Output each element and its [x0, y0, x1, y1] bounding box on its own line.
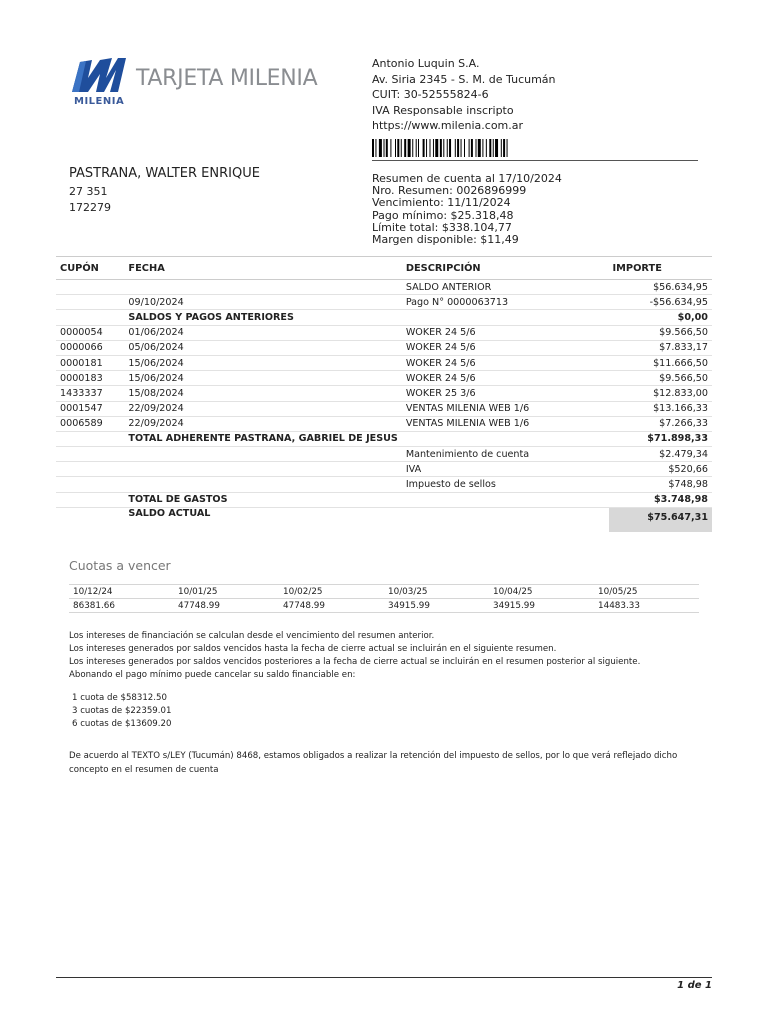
- cell-descripcion: SALDO ANTERIOR: [402, 280, 609, 295]
- statement-summary: [372, 173, 562, 246]
- cuota-date: 10/02/25: [279, 585, 384, 599]
- cell-importe: $7.833,17: [609, 340, 712, 355]
- summary-due-date: Vencimiento: 11/11/2024: [372, 196, 511, 210]
- cell-fecha: 09/10/2024: [124, 295, 401, 310]
- note-line: Los intereses de financiación se calculan desde el vencimiento del resumen anterior.: [69, 631, 435, 641]
- cell-cupon: 0006589: [56, 416, 124, 431]
- cell-cupon: [56, 477, 124, 492]
- cuota-amount: 14483.33: [594, 599, 699, 613]
- cell-cupon: 0001547: [56, 401, 124, 416]
- table-row: [56, 295, 712, 310]
- cell-cupon: [56, 431, 124, 446]
- brand-sub: MILENIA: [74, 96, 125, 107]
- table-row: [56, 462, 712, 477]
- cell-fecha: [124, 280, 401, 295]
- cell-descripcion: WOKER 25 3/6: [402, 386, 609, 401]
- cell-descripcion: WOKER 24 5/6: [402, 340, 609, 355]
- cuota-amount: 86381.66: [69, 599, 174, 613]
- footer-divider: [56, 977, 712, 978]
- cuotas-amounts-row: [69, 599, 699, 613]
- summary-minimum-payment: Pago mínimo: $25.318,48: [372, 208, 514, 222]
- cell-importe: $7.266,33: [609, 416, 712, 431]
- cuota-date: 10/05/25: [594, 585, 699, 599]
- cuota-amount: 34915.99: [489, 599, 594, 613]
- cell-importe: $13.166,33: [609, 401, 712, 416]
- client-name: PASTRANA, WALTER ENRIQUE: [69, 166, 260, 181]
- header-descripcion: DESCRIPCIÓN: [402, 257, 609, 280]
- cell-descripcion: [402, 310, 609, 325]
- cuota-amount: 47748.99: [174, 599, 279, 613]
- header-importe: IMPORTE: [609, 257, 712, 280]
- table-row: [56, 447, 712, 462]
- summary-number: Nro. Resumen: 0026896999: [372, 184, 527, 198]
- cell-fecha: 22/09/2024: [124, 401, 401, 416]
- cell-importe: $520,66: [609, 462, 712, 477]
- cuota-amount: 34915.99: [384, 599, 489, 613]
- table-row: [56, 386, 712, 401]
- cell-cupon: [56, 280, 124, 295]
- cell-importe: $3.748,98: [609, 492, 712, 507]
- payment-options: [72, 692, 171, 731]
- cuota-date: 10/01/25: [174, 585, 279, 599]
- cuotas-title: Cuotas a vencer: [69, 558, 171, 573]
- company-name: Antonio Luquin S.A.: [372, 57, 480, 70]
- table-row: [56, 477, 712, 492]
- cell-importe: -$56.634,95: [609, 295, 712, 310]
- interest-notes: [69, 630, 709, 682]
- cell-importe: $2.479,34: [609, 447, 712, 462]
- cell-fecha: [124, 477, 401, 492]
- header-fecha: FECHA: [124, 257, 401, 280]
- cell-importe: $0,00: [609, 310, 712, 325]
- cell-importe: $12.833,00: [609, 386, 712, 401]
- cell-descripcion: VENTAS MILENIA WEB 1/6: [402, 401, 609, 416]
- cell-fecha: SALDOS Y PAGOS ANTERIORES: [124, 310, 401, 325]
- cell-importe: $748,98: [609, 477, 712, 492]
- cell-cupon: [56, 492, 124, 507]
- cell-cupon: 0000183: [56, 371, 124, 386]
- cell-descripcion: [402, 492, 609, 507]
- table-row: [56, 325, 712, 340]
- table-row: [56, 371, 712, 386]
- saldo-actual-value: $75.647,31: [609, 507, 712, 532]
- cell-cupon: [56, 310, 124, 325]
- cuotas-dates-row: [69, 585, 699, 599]
- page-number: 1 de 1: [677, 980, 712, 991]
- cell-fecha: 05/06/2024: [124, 340, 401, 355]
- cuota-date: 10/12/24: [69, 585, 174, 599]
- table-row: [56, 431, 712, 446]
- cell-importe: $56.634,95: [609, 280, 712, 295]
- table-row: [56, 492, 712, 507]
- company-address: Av. Siria 2345 - S. M. de Tucumán: [372, 72, 556, 86]
- table-row: [56, 355, 712, 370]
- table-row: [56, 280, 712, 295]
- cell-cupon: [56, 462, 124, 477]
- cell-descripcion: WOKER 24 5/6: [402, 355, 609, 370]
- company-iva: IVA Responsable inscripto: [372, 103, 514, 117]
- milenia-logo-icon: [70, 56, 128, 96]
- note-line: Abonando el pago mínimo puede cancelar su saldo financiable en:: [69, 670, 356, 680]
- cell-cupon: 1433337: [56, 386, 124, 401]
- payment-option: 6 cuotas de $13609.20: [72, 719, 172, 729]
- cuota-date: 10/03/25: [384, 585, 489, 599]
- cell-descripcion: WOKER 24 5/6: [402, 325, 609, 340]
- cell-fecha: TOTAL DE GASTOS: [124, 492, 401, 507]
- company-cuit: CUIT: 30-52555824-6: [372, 88, 489, 101]
- cell-descripcion: Mantenimiento de cuenta: [402, 447, 609, 462]
- note-line: Los intereses generados por saldos vencidos posteriores a la fecha de cierre actual se incluirán en el resumen posterior al siguiente.: [69, 657, 641, 667]
- summary-date: Resumen de cuenta al 17/10/2024: [372, 172, 562, 185]
- table-row: [56, 340, 712, 355]
- cuota-amount: 47748.99: [279, 599, 384, 613]
- cell-fecha: 22/09/2024: [124, 416, 401, 431]
- cuotas-table: [69, 584, 699, 613]
- cell-cupon: [56, 295, 124, 310]
- header-cupon: CUPÓN: [56, 257, 124, 280]
- cell-cupon: 0000054: [56, 325, 124, 340]
- cell-descripcion: WOKER 24 5/6: [402, 371, 609, 386]
- cell-fecha: 15/06/2024: [124, 371, 401, 386]
- cell-descripcion: [402, 431, 609, 446]
- cuota-date: 10/04/25: [489, 585, 594, 599]
- cell-descripcion: IVA: [402, 462, 609, 477]
- cell-importe: $11.666,50: [609, 355, 712, 370]
- cell-fecha: [124, 462, 401, 477]
- client-line-1: 27 351: [69, 185, 108, 198]
- client-ids: [69, 184, 111, 216]
- cell-cupon: 0000066: [56, 340, 124, 355]
- movements-table: [56, 256, 712, 532]
- summary-total-limit: Límite total: $338.104,77: [372, 220, 512, 234]
- payment-option: 3 cuotas de $22359.01: [72, 706, 172, 716]
- barcode-icon: [372, 139, 578, 157]
- cell-fecha: 15/08/2024: [124, 386, 401, 401]
- company-info: [372, 56, 556, 134]
- cell-cupon: 0000181: [56, 355, 124, 370]
- cell-cupon: [56, 447, 124, 462]
- saldo-actual-label: SALDO ACTUAL: [128, 507, 211, 519]
- table-header: [56, 257, 712, 280]
- table-row: [56, 310, 712, 325]
- cell-fecha: TOTAL ADHERENTE PASTRANA, GABRIEL DE JESUS: [124, 431, 401, 446]
- cell-importe: $71.898,33: [609, 431, 712, 446]
- header-divider: [372, 160, 698, 161]
- cell-descripcion: VENTAS MILENIA WEB 1/6: [402, 416, 609, 431]
- cell-fecha: 01/06/2024: [124, 325, 401, 340]
- company-website: https://www.milenia.com.ar: [372, 119, 524, 132]
- cell-importe: $9.566,50: [609, 325, 712, 340]
- cell-importe: $9.566,50: [609, 371, 712, 386]
- note-line: Los intereses generados por saldos vencidos hasta la fecha de cierre actual se incluirán en el siguiente resumen.: [69, 644, 557, 654]
- summary-available-margin: Margen disponible: $11,49: [372, 233, 519, 247]
- table-row: [56, 401, 712, 416]
- payment-option: 1 cuota de $58312.50: [72, 693, 167, 703]
- client-line-2: 172279: [69, 201, 111, 214]
- table-row: [56, 416, 712, 431]
- cell-fecha: [124, 447, 401, 462]
- cell-fecha: 15/06/2024: [124, 355, 401, 370]
- cell-descripcion: Pago N° 0000063713: [402, 295, 609, 310]
- brand-name: TARJETA MILENIA: [136, 66, 318, 91]
- saldo-actual-row: [56, 507, 712, 532]
- cell-descripcion: Impuesto de sellos: [402, 477, 609, 492]
- legal-note: De acuerdo al TEXTO s/LEY (Tucumán) 8468, estamos obligados a realizar la retención del impuesto de sellos, por lo que verá reflejado dicho concepto en el resumen de cuenta: [69, 751, 678, 775]
